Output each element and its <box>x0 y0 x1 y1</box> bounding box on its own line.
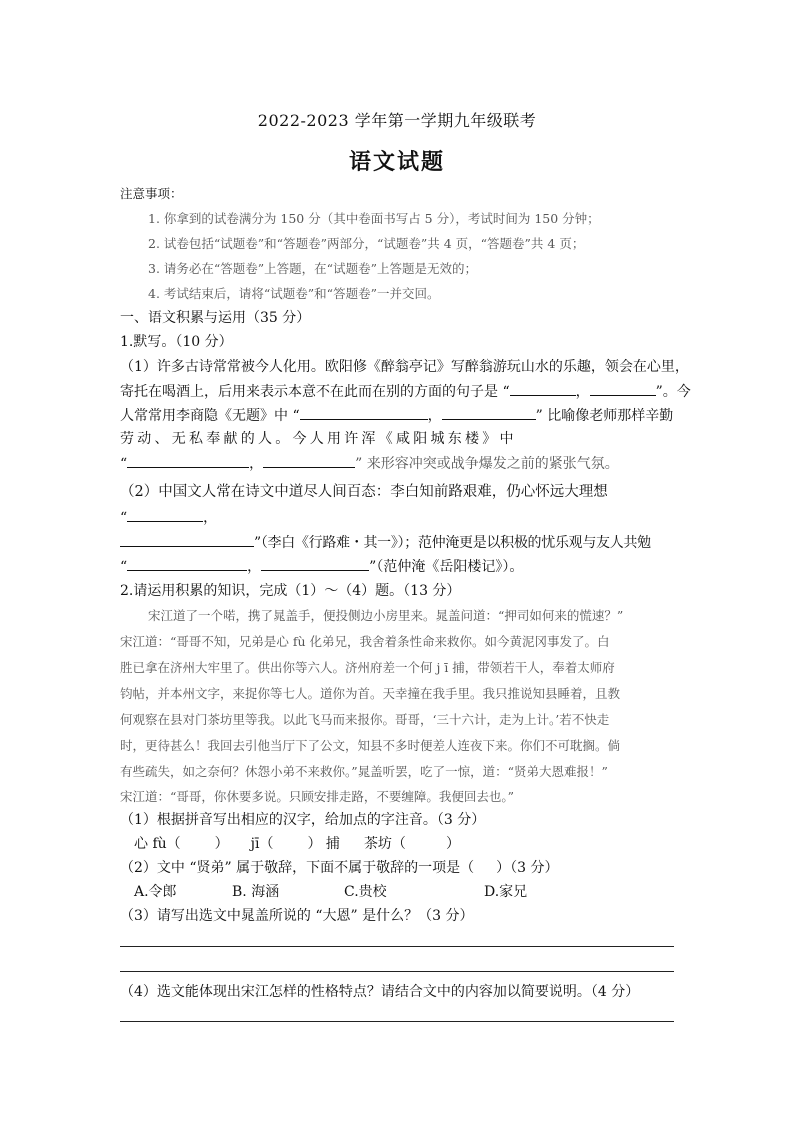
q1-part1-line <box>120 381 691 402</box>
answer-line[interactable] <box>120 946 674 947</box>
answer-blank[interactable] <box>263 453 355 468</box>
option-d[interactable]: D.家兄 <box>484 884 528 900</box>
q1-part2-text: ， <box>203 510 218 526</box>
q1-part1-line: （1）许多古诗常常被今人化用。欧阳修《醉翁亭记》写醉翁游玩山水的乐趣，领会在心里， <box>120 359 689 375</box>
passage-line: 宋江道：“哥哥，你休要多说。只顾安排走路，不要缠障。我便回去也。” <box>120 789 515 804</box>
answer-blank[interactable] <box>127 507 203 522</box>
answer-line[interactable] <box>120 1021 674 1022</box>
notes-item: 1. 你拿到的试卷满分为 150 分（其中卷面书写占 5 分），考试时间为 150 分钟； <box>148 211 600 226</box>
q1-part2-comma: ， <box>247 559 262 575</box>
q1-part1-text: “ <box>120 456 128 472</box>
passage-line: 胜已拿在济州大牢里了。供出你等六人。济州府差一个何 j ī 捕，带领若干人，奉着太师府 <box>120 660 615 675</box>
char-chafang: 茶坊（ <box>363 836 406 852</box>
q1-part1-line <box>120 405 676 426</box>
option-b[interactable]: B. 海涵 <box>232 884 280 900</box>
notes-item: 2. 试卷包括“试题卷”和“答题卷”两部分，“试题卷”共 4 页，“答题卷”共 4 页； <box>148 236 585 251</box>
q2-sub2-options <box>134 882 690 902</box>
q1-part2-line <box>120 556 676 577</box>
notes-item: 4. 考试结束后，请将“试题卷”和“答题卷”一并交回。 <box>148 286 440 301</box>
q2-sub2-text: （2）文中 “贤弟” 属于敬辞，下面不属于敬辞的一项是（ <box>120 860 475 876</box>
q1-part1-comma: ， <box>249 456 264 472</box>
q1-part2-text: “ <box>120 510 128 526</box>
answer-blank[interactable] <box>510 381 576 396</box>
q1-title: 1.默写。（10 分） <box>120 334 233 350</box>
passage-line: 宋江道了一个喏，携了晁盖手，便投侧边小房里来。晁盖问道：“押司如何来的慌速？” <box>148 608 624 623</box>
q1-part2-line <box>120 532 676 553</box>
passage-line: 有些疏失，如之奈何？休怨小弟不来救你。”晁盖听罢，吃了一惊，道：“贤弟大恩难报！” <box>120 764 608 779</box>
answer-blank[interactable] <box>442 405 536 420</box>
passage-line: 宋江道：“哥哥不知，兄弟是心 fù 化弟兄，我舍着条性命来救你。如今黄泥冈事发了。白 <box>120 634 610 649</box>
section-title: 一、语文积累与运用（35 分） <box>120 310 311 326</box>
q1-part1-line: 劳 动 、 无 私 奉 献 的 人 。 今 人 用 许 浑 《 咸 阳 城 东 楼 》 中 <box>120 431 513 447</box>
q2-sub2-text: ）（3 分） <box>496 860 559 876</box>
notes-heading: 注意事项： <box>120 186 183 201</box>
option-a[interactable]: A.令郎 <box>134 884 177 900</box>
q2-sub1-question: （1）根据拼音写出相应的汉字，给加点的字注音。（3 分） <box>120 812 486 828</box>
notes-item: 3. 请务必在“答题卷”上答题，在“试题卷”上答题是无效的； <box>148 261 477 276</box>
q1-part2-text: ”（李白《行路难・其一》）；范仲淹更是以积极的忧乐观与友人共勉 <box>254 535 651 551</box>
q1-part1-comma: ， <box>575 384 590 400</box>
q1-part1-text: 人常常用李商隐《无题》中 “ <box>120 408 300 424</box>
q1-part1-text: ”。今 <box>655 384 691 400</box>
q1-part2-line: （2）中国文人常在诗文中道尽人间百态：李白知前路艰难，仍心怀远大理想 <box>120 484 608 500</box>
answer-blank[interactable] <box>590 381 656 396</box>
exam-title: 2022-2023 学年第一学期九年级联考 <box>257 111 537 130</box>
q2-sub3-question: （3）请写出选文中晁盖所说的 “大恩” 是什么？（3 分） <box>120 908 474 924</box>
q2-sub4-question: （4）选文能体现出宋江怎样的性格特点？请结合文中的内容加以简要说明。（4 分） <box>120 984 640 1000</box>
q1-part2-line <box>120 507 676 528</box>
subject-title: 语文试题 <box>348 149 445 175</box>
q1-part2-text: “ <box>120 559 128 575</box>
q1-part1-line <box>120 453 676 474</box>
paren-close: ） <box>214 836 229 852</box>
q1-part1-text: ” 比喻像老师那样辛勤 <box>535 408 674 424</box>
q1-part1-comma: ， <box>427 408 442 424</box>
paren-close: ） 捕 <box>307 836 340 852</box>
passage-line: 时，更待甚么！我回去引他当厅下了公文，知县不多时便差人连夜下来。你们不可耽搁。倘 <box>120 738 621 753</box>
passage-line: 钧帖，并本州文字，来捉你等七人。道你为首。天幸撞在我手里。我只推说知县睡着，且教 <box>120 686 621 701</box>
passage-line: 何观察在县对门茶坊里等我。以此飞马而来报你。哥哥，‘三十六计，走为上计。’若不快走 <box>120 712 610 727</box>
q2-sub1-answers <box>134 834 690 854</box>
q1-part2-text: ”（范仲淹《岳阳楼记》）。 <box>369 559 524 575</box>
pinyin-ji: jī（ <box>250 836 274 852</box>
answer-blank[interactable] <box>127 556 247 571</box>
answer-line[interactable] <box>120 971 674 972</box>
answer-blank[interactable] <box>127 453 249 468</box>
pinyin-fu: 心 fù（ <box>134 836 181 852</box>
paren-close: ） <box>445 836 460 852</box>
q2-title: 2.请运用积累的知识，完成（1）～（4）题。（13 分） <box>120 583 461 599</box>
option-c[interactable]: C.贵校 <box>344 884 387 900</box>
answer-blank[interactable] <box>261 556 369 571</box>
q1-part1-text: 寄托在喝酒上，后用来表示本意不在此而在别的方面的句子是 “ <box>120 384 510 400</box>
q1-part1-text: ” 来形容冲突或战争爆发之前的紧张气氛。 <box>355 456 619 472</box>
answer-blank[interactable] <box>300 405 428 420</box>
answer-blank[interactable] <box>120 532 254 547</box>
q2-sub2-question <box>120 858 676 878</box>
